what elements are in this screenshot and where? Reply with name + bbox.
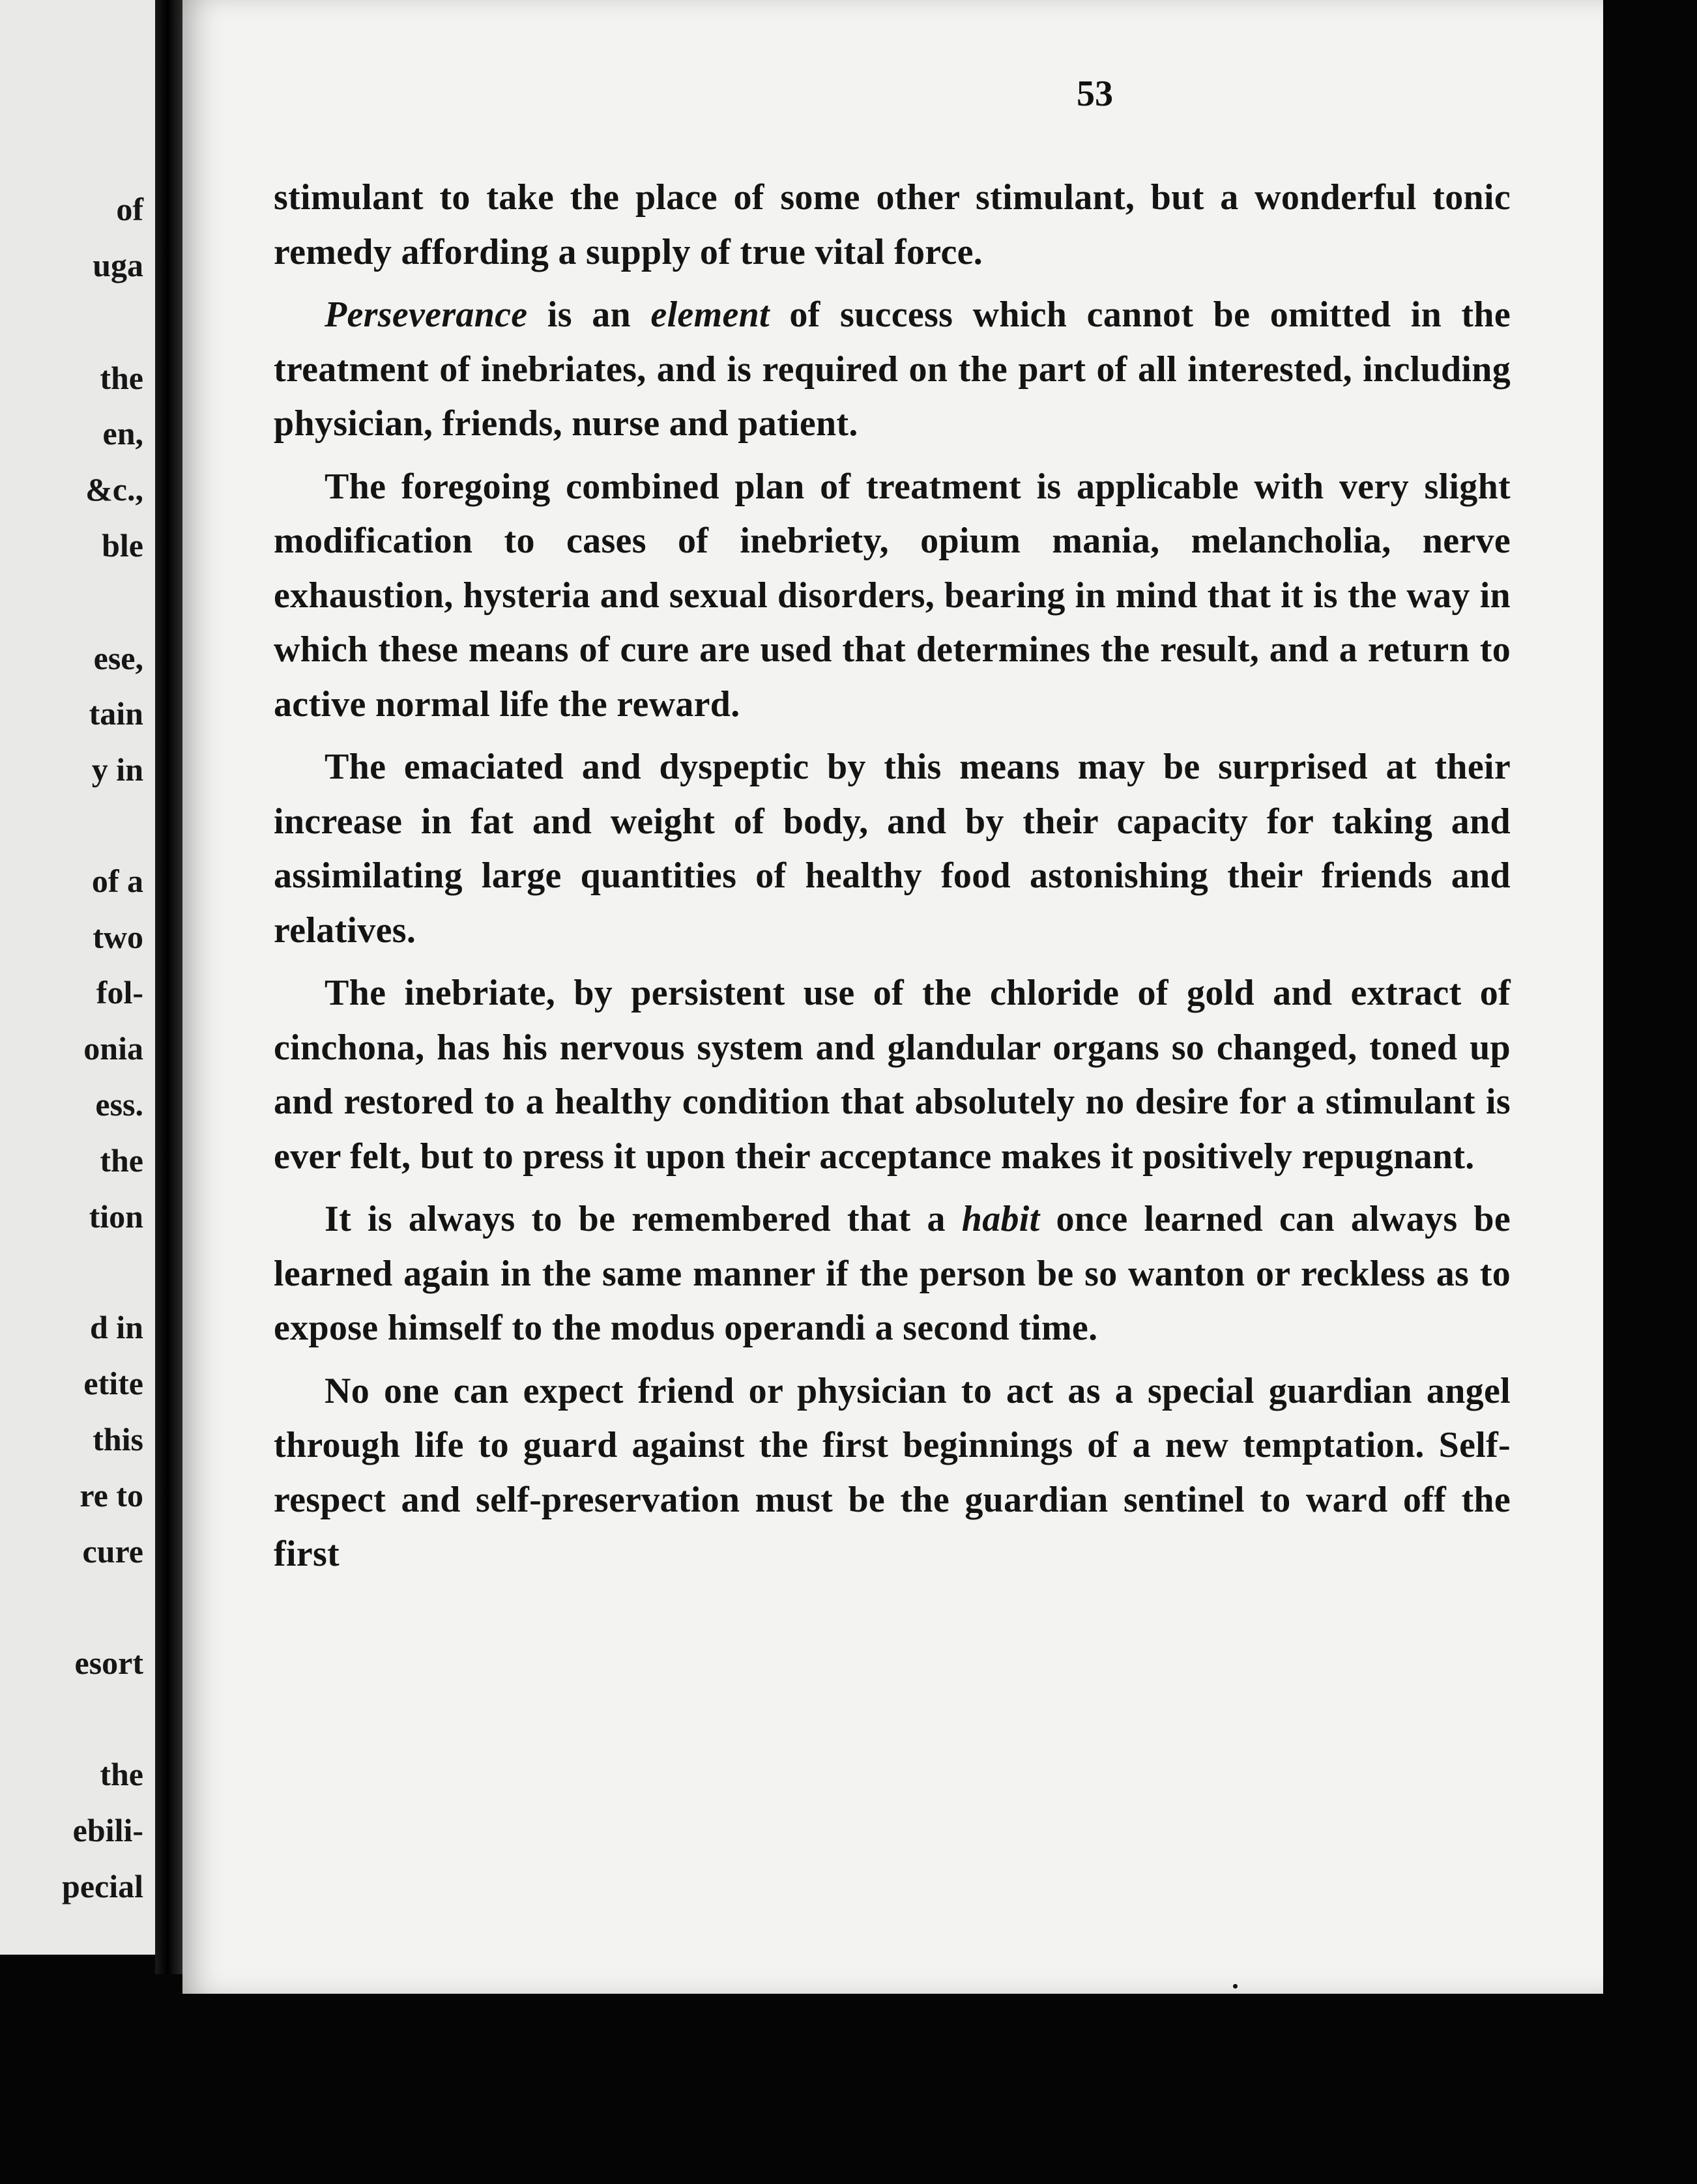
- paragraph-6: [274, 1192, 1511, 1356]
- left-page-line-fragment: onia: [83, 1030, 143, 1067]
- text-run: is an: [527, 295, 651, 335]
- ink-speck: [1233, 1984, 1238, 1989]
- left-page-line-fragment: ebili-: [72, 1812, 143, 1848]
- left-page-line-fragment: the: [100, 360, 143, 396]
- paragraph-5: The inebriate, by persistent use of the chloride of gold and extract of cinchona, has his nervous system and glandular organs so changed, toned up and restored to a healthy condition that absolutely no desire for a stimulant is ever felt, but to press it upon their acceptance makes it positively repugnant.: [274, 973, 1511, 1177]
- previous-page-fragment: [0, 0, 156, 1955]
- text-run: It is always to be remembered that a: [325, 1199, 962, 1239]
- left-page-line-fragment: y in: [91, 751, 143, 788]
- left-page-line-fragment: uga: [93, 247, 143, 283]
- left-page-line-fragment: ess.: [95, 1086, 143, 1123]
- left-page-line-fragment: two: [93, 919, 143, 955]
- left-page-line-fragment: ble: [102, 527, 143, 564]
- left-page-line-fragment: etite: [83, 1365, 143, 1401]
- paragraph-3: The foregoing combined plan of treatment is applicable with very slight modification to cases of inebriety, opium mania, melancholia, nerve exhaustion, hysteria and sexual disorders, bearing in mind that it is the way in which these means of cure are used that determines the result, and a return to active normal life the reward.: [274, 466, 1511, 725]
- text-run: of success which cannot be omitted in the treatment of inebriates, and is required on the part of all interested, including physician, friends, nurse and patient.: [274, 295, 1511, 444]
- italic-term: habit: [961, 1199, 1040, 1239]
- left-page-line-fragment: ese,: [93, 640, 143, 676]
- left-page-line-fragment: re to: [80, 1477, 143, 1514]
- left-page-line-fragment: d in: [89, 1309, 143, 1345]
- left-page-line-fragment: cure: [82, 1533, 143, 1570]
- left-page-line-fragment: tion: [89, 1198, 143, 1235]
- paragraph-4: The emaciated and dyspeptic by this means may be surprised at their increase in fat and weight of body, and by their capacity for taking and assimilating large quantities of healthy food astonishing their friends and relatives.: [274, 747, 1511, 951]
- page-number: 53: [1077, 74, 1113, 114]
- left-page-line-fragment: en,: [102, 415, 143, 452]
- paragraph-1: stimulant to take the place of some other stimulant, but a wonderful tonic remedy affording a supply of true vital force.: [274, 177, 1511, 272]
- left-page-line-fragment: &c.,: [85, 471, 143, 508]
- left-page-line-fragment: the: [100, 1142, 143, 1179]
- paragraph-2: [274, 288, 1511, 452]
- page-body-text: [274, 171, 1511, 1582]
- paragraph-7: No one can expect friend or physician to act as a special guardian angel through life to guard against the first beginnings of a new temptation. Self-respect and self-preservation must be the guardian sentinel to ward off the first: [274, 1370, 1511, 1574]
- book-spine: [155, 0, 182, 1974]
- left-page-line-fragment: the: [100, 1756, 143, 1792]
- left-page-line-fragment: pecial: [62, 1868, 143, 1904]
- left-page-line-fragment: esort: [74, 1645, 143, 1681]
- left-page-line-fragment: this: [93, 1421, 143, 1458]
- italic-term: Perseverance: [325, 295, 528, 335]
- left-page-line-fragment: of: [116, 191, 143, 227]
- text-run: once learned can always be learned again in the same manner if the person be so wanton or reckless as to expose himself to the modus operandi a second time.: [274, 1199, 1511, 1348]
- left-page-line-fragment: tain: [89, 695, 143, 732]
- left-page-line-fragment: of a: [91, 863, 143, 899]
- italic-term: element: [650, 295, 770, 335]
- left-page-line-fragment: fol-: [96, 974, 143, 1011]
